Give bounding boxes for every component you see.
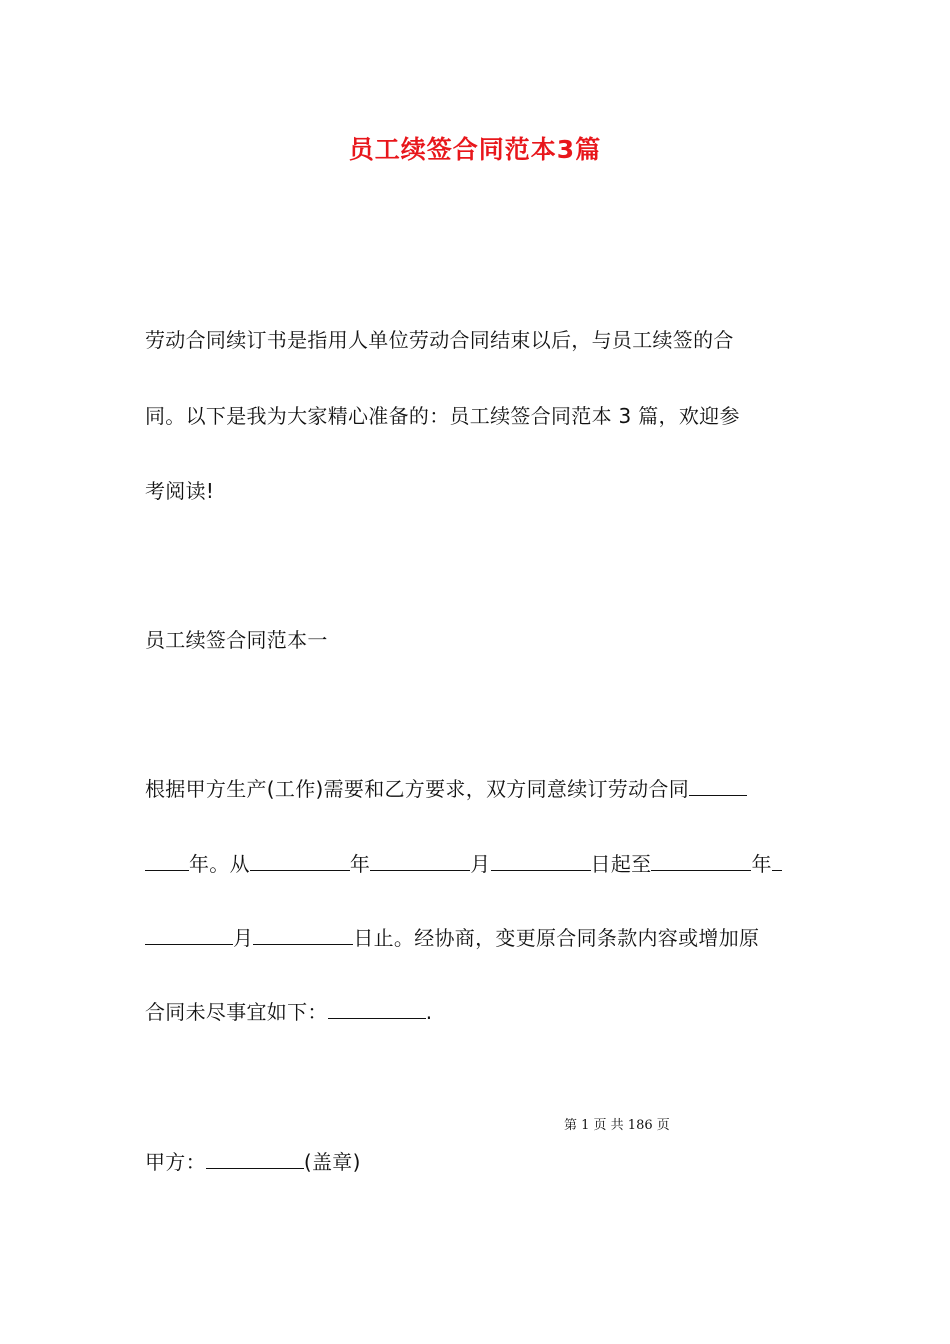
- body-line-2-nian: 年: [349, 852, 371, 876]
- signature-label: 甲方：: [145, 1150, 206, 1174]
- body-line-3-yue: 月: [233, 926, 254, 950]
- blank-end-month-start: [772, 852, 782, 871]
- blank-start-day: [491, 852, 591, 871]
- body-line-2-nian-cong: 年。从: [189, 852, 250, 876]
- body-line-4: [145, 998, 815, 1026]
- signature-party-a: [145, 1148, 815, 1176]
- document-title: 员工续签合同范本3篇: [348, 135, 602, 164]
- intro-line-2: 同。以下是我为大家精心准备的：员工续签合同范本 3 篇，欢迎参: [145, 404, 740, 428]
- blank-contract-term-cont: [145, 852, 189, 871]
- intro-line-3: 考阅读!: [145, 479, 215, 503]
- section-heading: 员工续签合同范本一: [145, 628, 328, 652]
- blank-party-a: [206, 1150, 304, 1169]
- body-line-3-text: 日止。经协商，变更原合同条款内容或增加原: [353, 926, 760, 950]
- blank-contract-term: [689, 777, 747, 796]
- intro-line-1: 劳动合同续订书是指用人单位劳动合同结束以后，与员工续签的合: [145, 328, 734, 352]
- signature-seal: (盖章): [303, 1150, 361, 1174]
- body-line-4-end: .: [425, 1000, 433, 1024]
- blank-end-month: [145, 926, 233, 945]
- blank-end-year: [651, 852, 751, 871]
- blank-end-day: [253, 926, 353, 945]
- blank-start-month: [370, 852, 470, 871]
- body-line-2: [145, 850, 815, 878]
- body-line-4-text: 合同未尽事宜如下：: [145, 1000, 328, 1024]
- body-line-1-text: 根据甲方生产(工作)需要和乙方要求，双方同意续订劳动合同: [145, 777, 690, 801]
- blank-start-year: [250, 852, 350, 871]
- blank-matters: [328, 1000, 426, 1019]
- body-line-2-nian2: 年: [751, 852, 772, 876]
- body-line-1: [145, 775, 815, 803]
- body-line-3: [145, 924, 815, 952]
- page-footer: 第 1 页 共 186 页: [564, 1118, 670, 1133]
- body-line-2-yue: 月: [470, 852, 491, 876]
- body-line-2-riqizhi: 日起至: [590, 852, 652, 876]
